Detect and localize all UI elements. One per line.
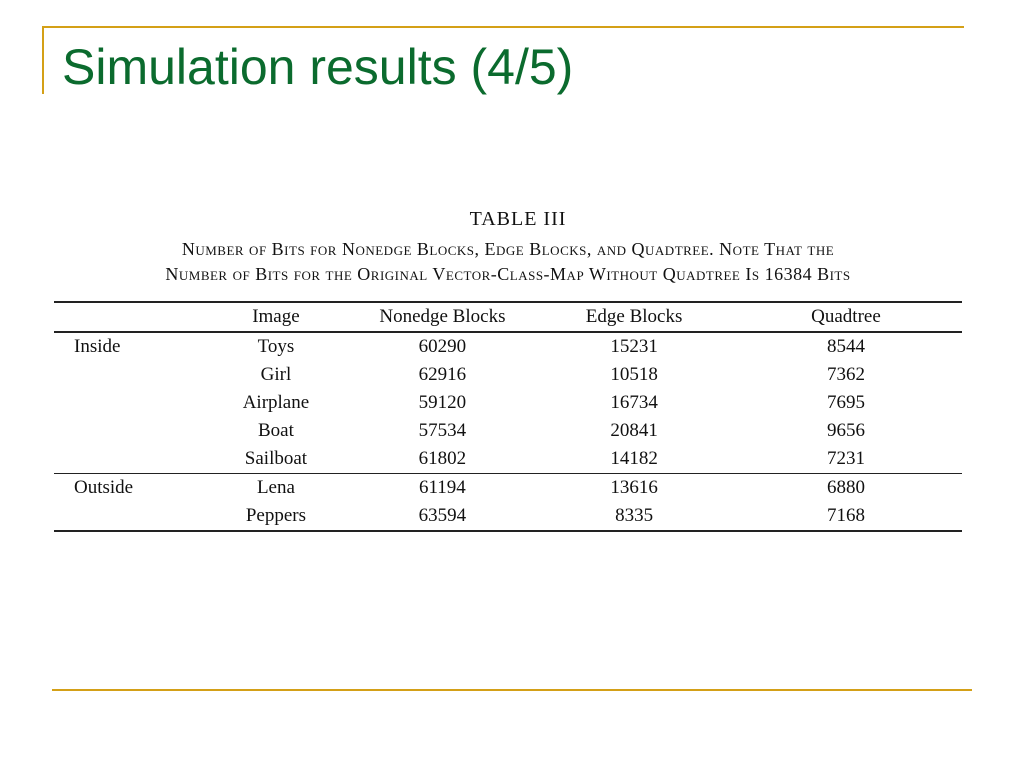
results-table xyxy=(54,301,962,532)
table-row xyxy=(54,332,962,361)
cell-nonedge-blocks: 61802 xyxy=(347,445,539,474)
cell-nonedge-blocks: 63594 xyxy=(347,502,539,531)
frame-accent-vertical xyxy=(42,26,44,94)
cell-nonedge-blocks: 62916 xyxy=(418,364,467,385)
header-group xyxy=(54,302,205,332)
cell-quadtree: 7168 xyxy=(730,502,962,531)
table-group-inside xyxy=(54,332,962,474)
cell-quadtree: 6880 xyxy=(826,477,865,498)
cell-nonedge-blocks: 59120 xyxy=(418,392,467,413)
cell-group-label xyxy=(54,445,205,474)
cell-edge-blocks: 15231 xyxy=(610,336,658,357)
cell-quadtree: 7231 xyxy=(730,445,962,474)
frame-accent-top xyxy=(42,26,964,28)
slide-title: Simulation results (4/5) xyxy=(62,39,574,95)
table-number: TABLE III xyxy=(469,208,567,230)
cell-group-label xyxy=(54,417,205,445)
table-row xyxy=(54,502,962,531)
table-row xyxy=(54,417,962,445)
cell-edge-blocks: 20841 xyxy=(610,420,658,441)
cell-nonedge-blocks: 60290 xyxy=(418,336,467,357)
cell-group-label: Outside xyxy=(74,477,134,498)
table-caption-line-1: Number of Bits for Nonedge Blocks, Edge Blocks, and Quadtree. Note That the xyxy=(181,239,835,259)
table-row xyxy=(54,474,962,503)
cell-nonedge-blocks: 57534 xyxy=(418,420,467,441)
cell-image: Airplane xyxy=(242,392,310,413)
cell-group-label: Inside xyxy=(74,336,121,357)
cell-image: Boat xyxy=(258,420,294,441)
header-nonedge-blocks: Nonedge Blocks xyxy=(379,306,506,327)
table-group-outside xyxy=(54,474,962,532)
cell-image: Toys xyxy=(257,336,295,357)
cell-image: Peppers xyxy=(205,502,346,531)
table-caption-line-2: Number of Bits for the Original Vector-Class-Map Without Quadtree Is 16384 Bits xyxy=(165,264,851,284)
cell-edge-blocks: 14182 xyxy=(538,445,730,474)
cell-group-label xyxy=(54,502,205,531)
cell-quadtree: 8544 xyxy=(826,336,865,357)
cell-edge-blocks: 13616 xyxy=(610,477,658,498)
cell-group-label xyxy=(54,389,205,417)
cell-edge-blocks: 16734 xyxy=(610,392,658,413)
table-row xyxy=(54,445,962,474)
frame-accent-bottom xyxy=(52,689,972,691)
cell-edge-blocks: 8335 xyxy=(538,502,730,531)
cell-image: Lena xyxy=(256,477,295,498)
table-figure xyxy=(44,208,972,532)
table-row xyxy=(54,389,962,417)
cell-nonedge-blocks: 61194 xyxy=(419,477,466,498)
table-row xyxy=(54,361,962,389)
header-edge-blocks: Edge Blocks xyxy=(585,306,683,327)
cell-quadtree: 7695 xyxy=(826,392,865,413)
table-header-row xyxy=(54,302,962,332)
cell-group-label xyxy=(54,361,205,389)
cell-edge-blocks: 10518 xyxy=(610,364,658,385)
cell-quadtree: 7362 xyxy=(826,364,865,385)
cell-quadtree: 9656 xyxy=(826,420,865,441)
header-quadtree: Quadtree xyxy=(811,306,881,327)
cell-image: Girl xyxy=(260,364,292,385)
header-image: Image xyxy=(252,306,300,327)
cell-image: Sailboat xyxy=(205,445,346,474)
